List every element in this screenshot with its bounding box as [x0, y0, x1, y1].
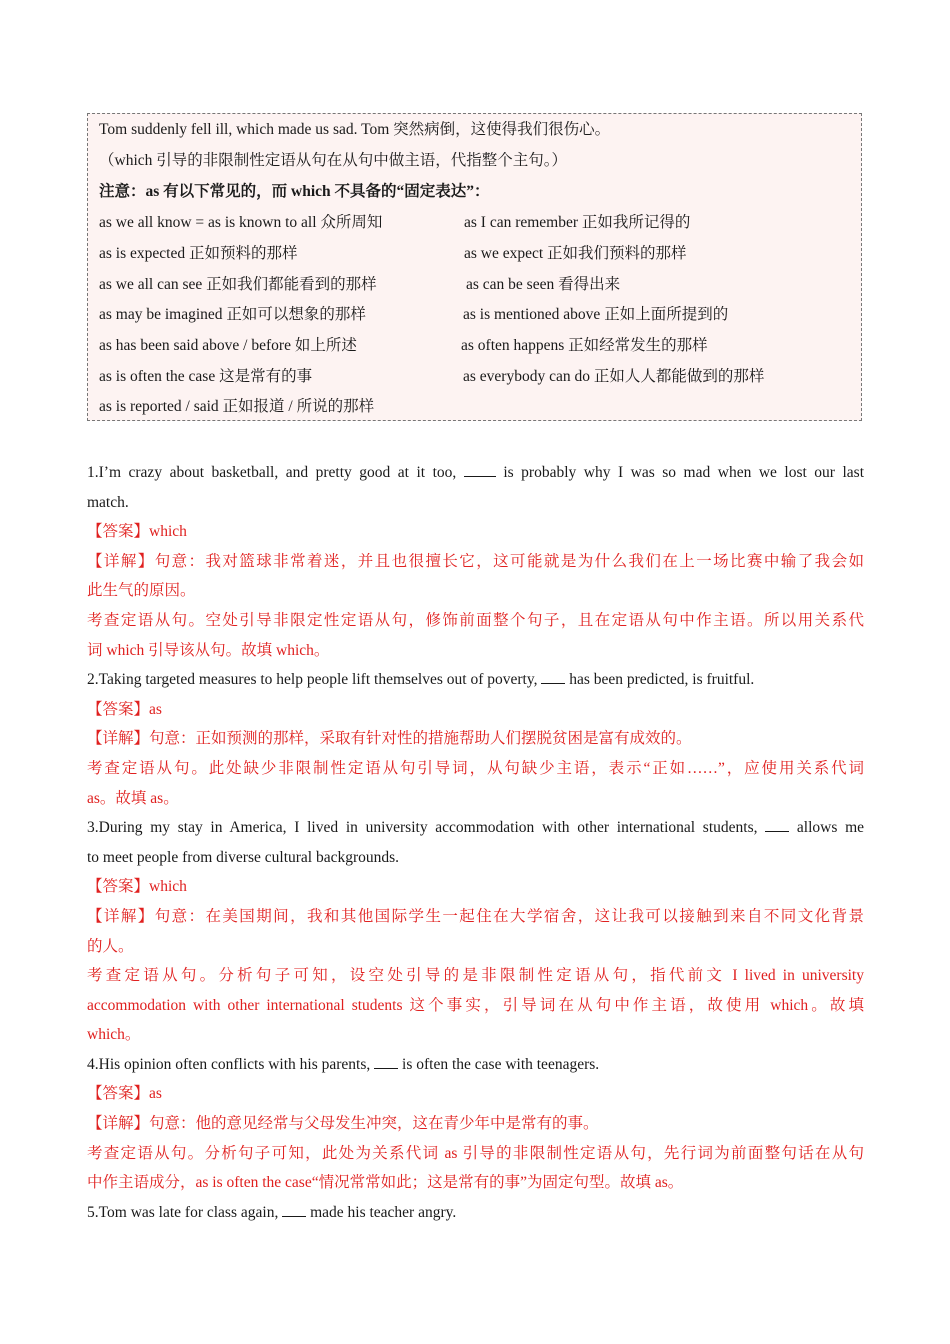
explanation: 中作主语成分，as is often the case“情况常常如此；这是常有的事”为固定句型。故填 as。: [87, 1174, 684, 1192]
expression-left: as has been said above / before 如上所述: [99, 337, 357, 354]
note-example: Tom suddenly fell ill, which made us sad. Tom 突然病倒，这使得我们很伤心。: [99, 121, 611, 138]
explanation: as。故填 as。: [87, 789, 179, 807]
expression-left: as may be imagined 正如可以想象的那样: [99, 306, 366, 323]
question-text: 4.His opinion often conflicts with his parents, is often the case with teenagers.: [87, 1055, 600, 1073]
expression-right: as I can remember 正如我所记得的: [464, 214, 691, 231]
expression-left: as is reported / said 正如报道 / 所说的那样: [99, 398, 375, 415]
expression-right: as often happens 正如经常发生的那样: [461, 337, 708, 354]
answer: 【答案】which: [87, 523, 187, 541]
explanation: accommodation with other international students 这个事实，引导词在从句中作主语，故使用 which。故填: [87, 996, 864, 1014]
question-text: 3.During my stay in America, I lived in university accommodation with other international students, allows me: [87, 819, 865, 837]
note-box: [87, 113, 862, 421]
expression-right: as we expect 正如我们预料的那样: [464, 245, 687, 262]
expression-left: as is expected 正如预料的那样: [99, 245, 298, 262]
explanation: 【详解】句意：他的意见经常与父母发生冲突，这在青少年中是常有的事。: [87, 1115, 599, 1133]
question-text: 1.I’m crazy about basketball, and pretty good at it too, is probably why I was so mad when we lost our last: [87, 464, 865, 481]
answer: 【答案】which: [87, 878, 187, 896]
explanation: 的人。: [87, 937, 134, 955]
explanation: 考查定语从句。空处引导非限定性定语从句，修饰前面整个句子，且在定语从句中作主语。所以用关系代: [87, 611, 864, 629]
answer-blank: [282, 1202, 306, 1217]
note-attention: 注意：as 有以下常见的，而 which 不具备的“固定表达”：: [99, 183, 490, 200]
explanation: 考查定语从句。分析句子可知，此处为关系代词 as 引导的非限制性定语从句，先行词为前面整句话在从句: [87, 1144, 864, 1162]
expression-left: as we all can see 正如我们都能看到的那样: [99, 276, 377, 293]
answer-blank: [374, 1054, 398, 1069]
expression-right: as is mentioned above 正如上面所提到的: [463, 306, 729, 323]
expression-left: as is often the case 这是常有的事: [99, 368, 313, 385]
question-list: [87, 458, 864, 1227]
expression-right: as everybody can do 正如人人都能做到的那样: [463, 368, 765, 385]
question-text: match.: [87, 493, 129, 511]
answer-blank: [541, 669, 565, 684]
answer: 【答案】as: [87, 1085, 162, 1103]
explanation: 词 which 引导该从句。故填 which。: [87, 641, 330, 659]
answer-blank: [464, 462, 496, 477]
explanation: 此生气的原因。: [87, 582, 196, 600]
expression-right: as can be seen 看得出来: [466, 276, 621, 293]
expression-left: as we all know = as is known to all 众所周知: [99, 214, 383, 231]
explanation: which。: [87, 1026, 141, 1044]
explanation: 考查定语从句。分析句子可知，设空处引导的是非限制性定语从句，指代前文 I lived in university: [87, 967, 864, 985]
question-text: 5.Tom was late for class again, made his teacher angry.: [87, 1203, 457, 1221]
explanation: 【详解】句意：在美国期间，我和其他国际学生一起住在大学宿舍，这让我可以接触到来自不同文化背景: [87, 907, 864, 925]
explanation: 【详解】句意：正如预测的那样，采取有针对性的措施帮助人们摆脱贫困是富有成效的。: [87, 730, 692, 748]
note-explanation: （which 引导的非限制性定语从句在从句中做主语，代指整个主句。）: [99, 152, 568, 169]
answer-blank: [765, 817, 789, 832]
explanation: 考查定语从句。此处缺少非限制性定语从句引导词，从句缺少主语，表示“正如……”，应使用关系代词: [87, 759, 864, 777]
question-text: to meet people from diverse cultural backgrounds.: [87, 848, 400, 866]
explanation: 【详解】句意：我对篮球非常着迷，并且也很擅长它，这可能就是为什么我们在上一场比赛中输了我会如: [87, 552, 864, 570]
answer: 【答案】as: [87, 700, 162, 718]
question-text: 2.Taking targeted measures to help people lift themselves out of poverty, has been predicted, is fruitful.: [87, 671, 755, 689]
